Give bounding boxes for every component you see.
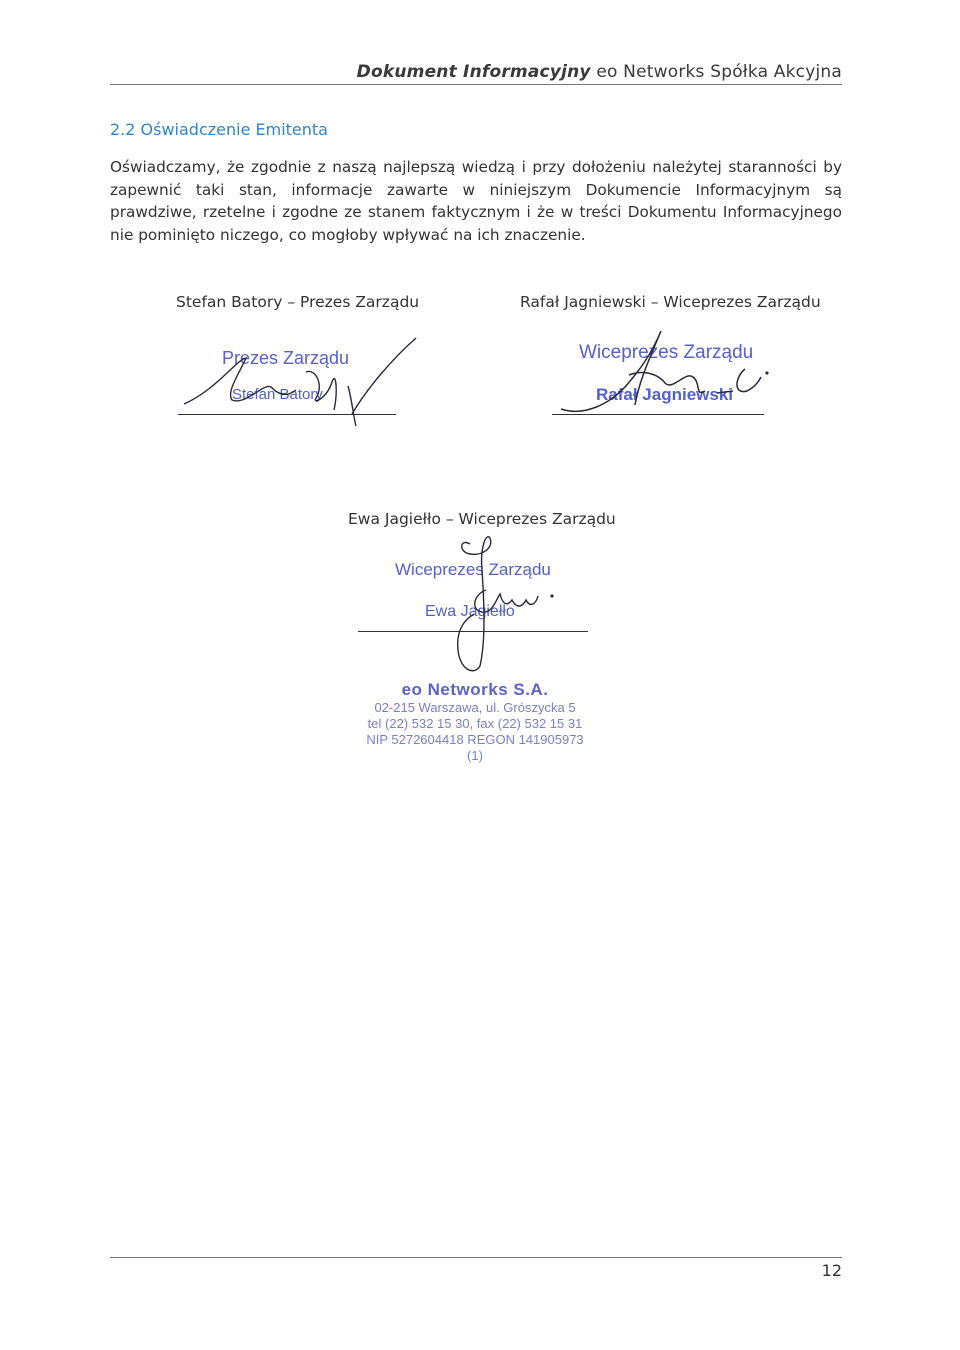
stamp-role-president: Prezes Zarządu bbox=[222, 348, 350, 368]
stamp-company-phone: tel (22) 532 15 30, fax (22) 532 15 31 bbox=[367, 716, 583, 731]
signature-line-vp-2 bbox=[358, 631, 588, 632]
signature-vp-2 bbox=[430, 530, 580, 680]
signature-label-president: Stefan Batory – Prezes Zarządu bbox=[176, 293, 420, 311]
stamp-role-vp-1: Wiceprezes Zarządu bbox=[579, 342, 754, 363]
stamp-company-name: eo Networks S.A. bbox=[401, 680, 549, 699]
stamp-name-vp-1: Rafał Jagniewski bbox=[596, 385, 734, 404]
document-header bbox=[110, 62, 842, 82]
page-number: 12 bbox=[821, 1261, 842, 1280]
signature-line-president bbox=[178, 414, 396, 415]
stamp-company-index: (1) bbox=[467, 748, 483, 763]
header-title: Dokument Informacyjny bbox=[356, 62, 591, 82]
section-title: 2.2 Oświadczenie Emitenta bbox=[110, 120, 328, 139]
stamp-name-vp-2: Ewa Jagiełło bbox=[425, 603, 515, 620]
signature-label-vp-2: Ewa Jagiełło – Wiceprezes Zarządu bbox=[348, 510, 616, 528]
footer-divider bbox=[110, 1257, 842, 1258]
signature-president bbox=[176, 330, 426, 430]
header-divider bbox=[110, 84, 842, 85]
signature-label-vp-1: Rafał Jagniewski – Wiceprezes Zarządu bbox=[520, 293, 821, 311]
company-stamp bbox=[360, 680, 590, 764]
stamp-role-vp-2: Wiceprezes Zarządu bbox=[395, 560, 551, 579]
stamp-company-address: 02-215 Warszawa, ul. Grószycka 5 bbox=[374, 700, 576, 715]
statement-paragraph: Oświadczamy, że zgodnie z naszą najlepszą wiedzą i przy dołożeniu należytej staranności by zapewnić taki stan, informacje zawarte w niniejszym Dokumencie Informacyjnym są prawdziwe, rzetelne i zgodne ze stanem faktycznym i że w treści Dokumentu Informacyjnego nie pominięto niczego, co mogłoby wpływać na ich znaczenie. bbox=[110, 158, 842, 244]
signature-vp-1 bbox=[555, 325, 775, 420]
stamp-name-president: Stefan Batory bbox=[232, 386, 323, 403]
signature-line-vp-1 bbox=[552, 414, 764, 415]
stamp-company-ids: NIP 5272604418 REGON 141905973 bbox=[366, 732, 584, 747]
header-subtitle: eo Networks Spółka Akcyjna bbox=[596, 62, 842, 82]
